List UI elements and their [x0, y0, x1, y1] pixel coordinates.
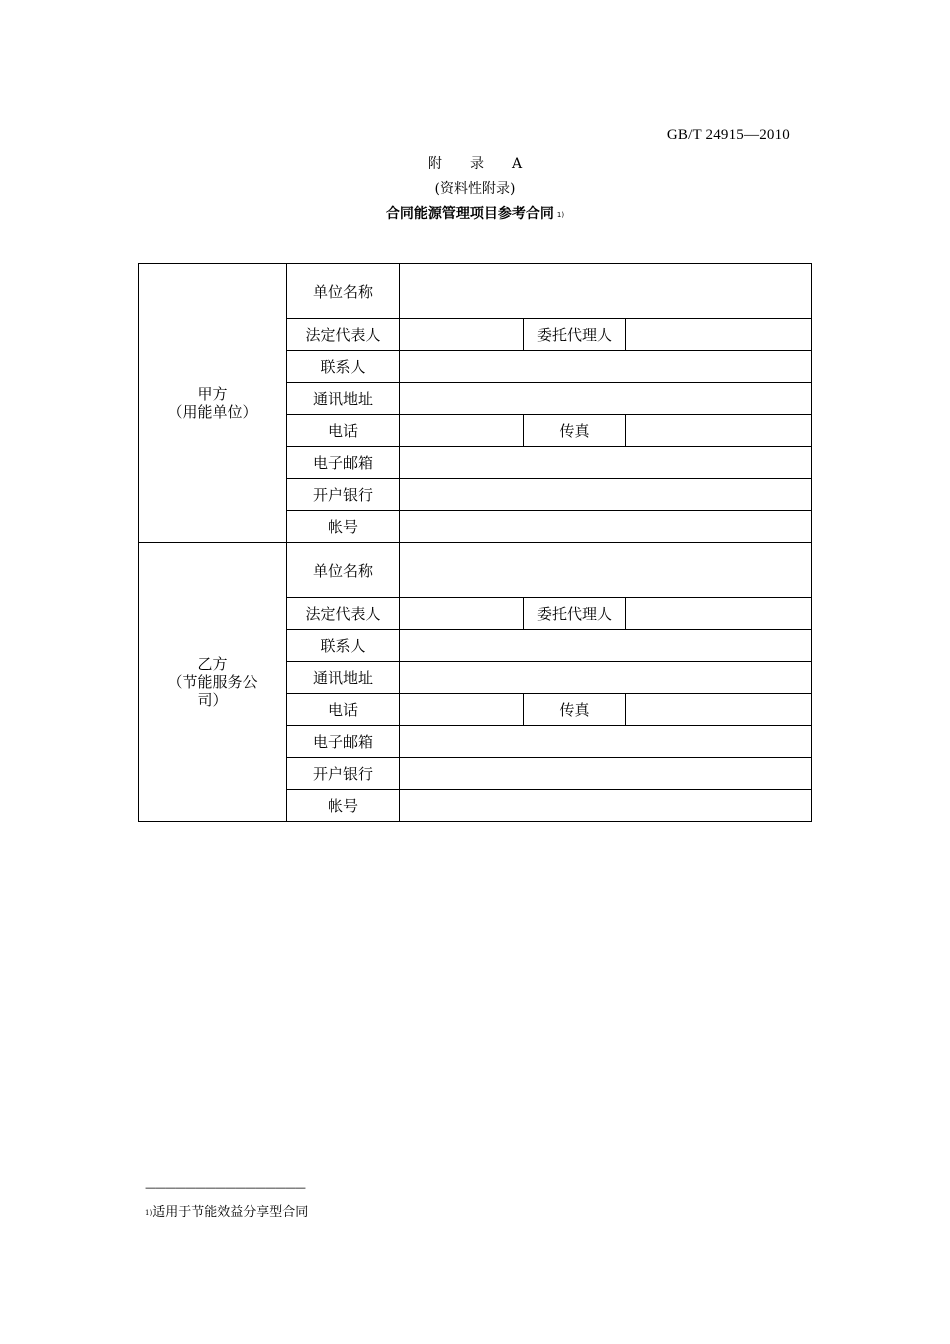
party-a-phone-label: 电话: [287, 415, 400, 447]
party-b-phone-label: 电话: [287, 694, 400, 726]
standard-code: GB/T 24915—2010: [666, 127, 790, 143]
footnote-rule: ————————————————: [145, 1181, 305, 1194]
party-a-unit-name-value[interactable]: [400, 264, 812, 319]
party-a-bank-value[interactable]: [400, 479, 812, 511]
party-b-phone-value[interactable]: [400, 694, 524, 726]
document-title-text: 合同能源管理项目参考合同: [385, 206, 554, 222]
party-a-legal-rep-value[interactable]: [400, 319, 524, 351]
appendix-heading: [0, 153, 950, 173]
party-b-agent-value[interactable]: [626, 598, 812, 630]
party-a-contact-value[interactable]: [400, 351, 812, 383]
party-a-account-label: 帐号: [287, 511, 400, 543]
party-b-fax-value[interactable]: [626, 694, 812, 726]
party-b-account-label: 帐号: [287, 790, 400, 822]
footnote: [145, 1201, 308, 1220]
party-b-email-value[interactable]: [400, 726, 812, 758]
table-row: [139, 543, 812, 598]
party-b-bank-value[interactable]: [400, 758, 812, 790]
appendix-label-left: 附: [427, 156, 442, 172]
footnote-mark: 1): [145, 1209, 153, 1217]
party-a-agent-value[interactable]: [626, 319, 812, 351]
party-a-email-value[interactable]: [400, 447, 812, 479]
party-a-subtitle: （用能单位）: [167, 403, 258, 421]
party-b-title: 乙方: [197, 655, 228, 673]
party-a-agent-label: 委托代理人: [524, 319, 626, 351]
party-a-address-label: 通讯地址: [287, 383, 400, 415]
party-a-unit-name-label: 单位名称: [287, 264, 400, 319]
party-a-fax-label: 传真: [524, 415, 626, 447]
party-b-address-value[interactable]: [400, 662, 812, 694]
appendix-label-mid: 录: [469, 156, 484, 172]
footnote-text: 适用于节能效益分享型合同: [152, 1205, 309, 1220]
party-a-email-label: 电子邮箱: [287, 447, 400, 479]
party-b-unit-name-label: 单位名称: [287, 543, 400, 598]
party-b-agent-label: 委托代理人: [524, 598, 626, 630]
party-a-account-value[interactable]: [400, 511, 812, 543]
table-row: [139, 264, 812, 319]
party-a-legal-rep-label: 法定代表人: [287, 319, 400, 351]
document-title: [0, 203, 950, 223]
party-b-legal-rep-value[interactable]: [400, 598, 524, 630]
title-footnote-mark: 1): [556, 211, 565, 219]
party-info-table: [138, 263, 812, 822]
party-a-cell: [139, 264, 287, 543]
party-a-fax-value[interactable]: [626, 415, 812, 447]
party-b-cell: [139, 543, 287, 822]
party-a-contact-label: 联系人: [287, 351, 400, 383]
party-a-address-value[interactable]: [400, 383, 812, 415]
party-b-legal-rep-label: 法定代表人: [287, 598, 400, 630]
party-a-title: 甲方: [197, 385, 228, 403]
party-b-bank-label: 开户银行: [287, 758, 400, 790]
party-b-account-value[interactable]: [400, 790, 812, 822]
party-a-bank-label: 开户银行: [287, 479, 400, 511]
appendix-subtitle: (资料性附录): [434, 181, 516, 197]
party-b-address-label: 通讯地址: [287, 662, 400, 694]
party-b-email-label: 电子邮箱: [287, 726, 400, 758]
party-b-fax-label: 传真: [524, 694, 626, 726]
party-b-subtitle: （节能服务公司）: [167, 673, 258, 709]
party-b-contact-value[interactable]: [400, 630, 812, 662]
party-b-unit-name-value[interactable]: [400, 543, 812, 598]
party-b-contact-label: 联系人: [287, 630, 400, 662]
party-a-phone-value[interactable]: [400, 415, 524, 447]
appendix-letter: A: [511, 156, 523, 172]
